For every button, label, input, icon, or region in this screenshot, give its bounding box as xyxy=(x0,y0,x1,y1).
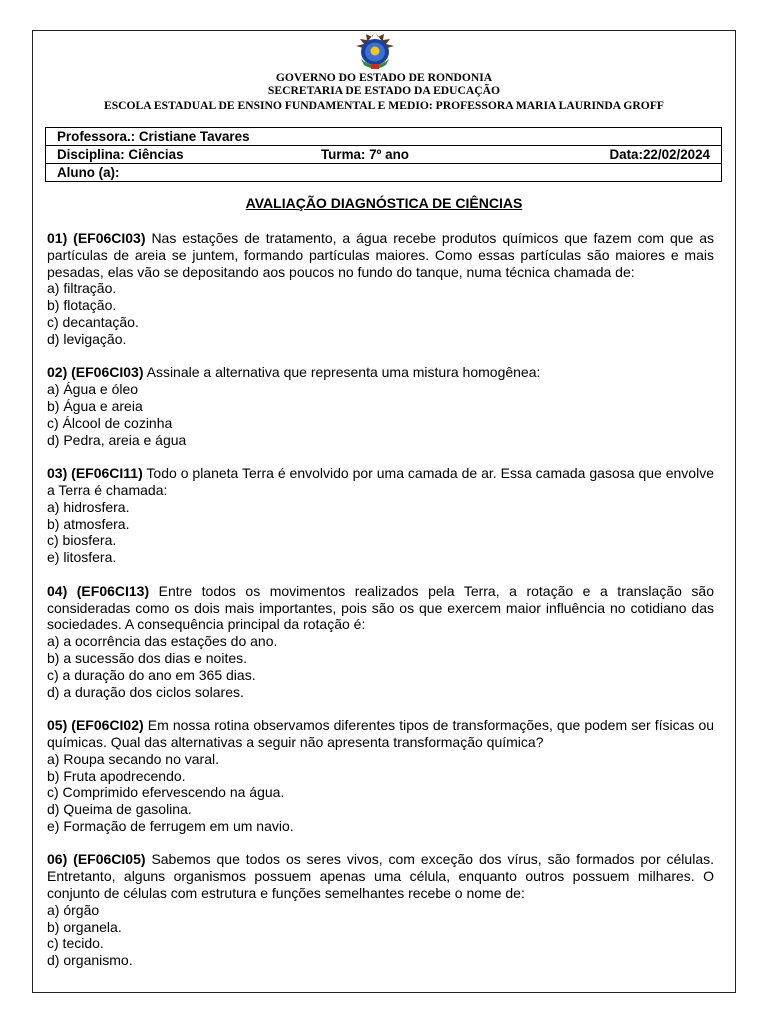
teacher-field: Professora.: Cristiane Tavares xyxy=(57,129,250,144)
option-a: a) Água e óleo xyxy=(47,381,139,398)
option-c: c) decantação. xyxy=(47,313,139,330)
option-a: a) hidrosfera. xyxy=(47,498,130,515)
question-2 xyxy=(47,364,714,448)
state-coat-of-arms-icon xyxy=(350,31,400,71)
question-1 xyxy=(47,230,714,348)
exam-title: AVALIAÇÃO DIAGNÓSTICA DE CIÊNCIAS xyxy=(245,195,523,211)
option-e: e) Formação de ferrugem em um navio. xyxy=(47,817,294,834)
question-text: Entre todos os movimentos realizados pela Terra, a rotação e a translação são consideradas como os dois mais importantes, pois são os que exercem maior influência no cotidiano das sociedades. A consequência principal da rotação é: xyxy=(47,582,714,633)
header-school: ESCOLA ESTADUAL DE ENSINO FUNDAMENTAL E MEDIO: PROFESSORA MARIA LAURINDA GROFF xyxy=(103,99,664,112)
option-b: b) Fruta apodrecendo. xyxy=(47,767,186,784)
question-4 xyxy=(47,583,714,701)
question-number: 02) (EF06CI03) xyxy=(47,364,144,381)
option-d: d) a duração dos ciclos solares. xyxy=(47,683,244,700)
question-6 xyxy=(47,851,714,969)
info-row-student xyxy=(46,164,721,181)
question-3 xyxy=(47,465,714,566)
option-d: d) organismo. xyxy=(47,952,133,969)
question-text: Nas estações de tratamento, a água recebe produtos químicos que fazem com que as partículas de areia se juntem, formando partículas maiores. Como essas partículas são maiores e mais pesadas, elas vão se depositando aos poucos no fundo do tanque, numa técnica chamada de: xyxy=(47,230,715,280)
header-secretariat: SECRETARIA DE ESTADO DA EDUCAÇÃO xyxy=(267,84,501,97)
question-number: 03) (EF06CI11) xyxy=(47,465,143,482)
subject-field: Disciplina: Ciências xyxy=(57,147,184,162)
exam-page xyxy=(32,30,736,993)
option-d: d) Pedra, areia e água xyxy=(47,431,187,448)
question-number: 05) (EF06CI02) xyxy=(47,717,144,734)
option-b: b) a sucessão dos dias e noites. xyxy=(47,649,248,666)
option-a: a) filtração. xyxy=(47,280,117,297)
class-field: Turma: 7º ano xyxy=(321,147,409,162)
student-field: Aluno (a): xyxy=(57,165,120,180)
question-5 xyxy=(47,717,714,835)
question-text: Em nossa rotina observamos diferentes tipos de transformações, que podem ser físicas ou químicas. Qual das alternativas a seguir não apresenta transformação química? xyxy=(47,717,715,750)
option-e: e) litosfera. xyxy=(47,549,117,566)
questions-list xyxy=(47,230,714,986)
option-c: c) a duração do ano em 365 dias. xyxy=(47,666,256,683)
option-c: c) tecido. xyxy=(47,935,104,952)
info-row-subject xyxy=(46,146,721,164)
option-b: b) atmosfera. xyxy=(47,515,130,532)
option-a: a) Roupa secando no varal. xyxy=(47,750,219,767)
option-d: d) levigação. xyxy=(47,330,127,347)
header-government: GOVERNO DO ESTADO DE RONDONIA xyxy=(275,71,493,84)
exam-info-box xyxy=(45,127,722,182)
question-number: 01) (EF06CI03) xyxy=(47,230,146,246)
option-b: b) flotação. xyxy=(47,297,117,314)
option-c: c) Álcool de cozinha xyxy=(47,414,173,431)
info-row-teacher xyxy=(46,128,721,146)
option-a: a) a ocorrência das estações do ano. xyxy=(47,633,278,650)
question-number: 06) (EF06CI05) xyxy=(47,851,146,868)
question-text: Todo o planeta Terra é envolvido por uma camada de ar. Essa camada gasosa que envolve a Terra é chamada: xyxy=(47,465,714,498)
option-b: b) organela. xyxy=(47,918,122,935)
option-a: a) órgão xyxy=(47,901,100,918)
question-number: 04) (EF06CI13) xyxy=(47,582,150,599)
option-c: c) Comprimido efervescendo na água. xyxy=(47,784,285,801)
option-b: b) Água e areia xyxy=(47,397,143,414)
date-field: Data:22/02/2024 xyxy=(609,147,710,162)
option-d: d) Queima de gasolina. xyxy=(47,801,192,818)
question-text: Sabemos que todos os seres vivos, com exceção dos vírus, são formados por células. Entretanto, alguns organismos possuem apenas uma célula, enquanto outros possuem milhares. O conjunto de células com estrutura e funções semelhantes recebe o nome de: xyxy=(47,851,714,902)
question-text: Assinale a alternativa que representa uma mistura homogênea: xyxy=(146,364,541,381)
option-c: c) biosfera. xyxy=(47,532,117,549)
